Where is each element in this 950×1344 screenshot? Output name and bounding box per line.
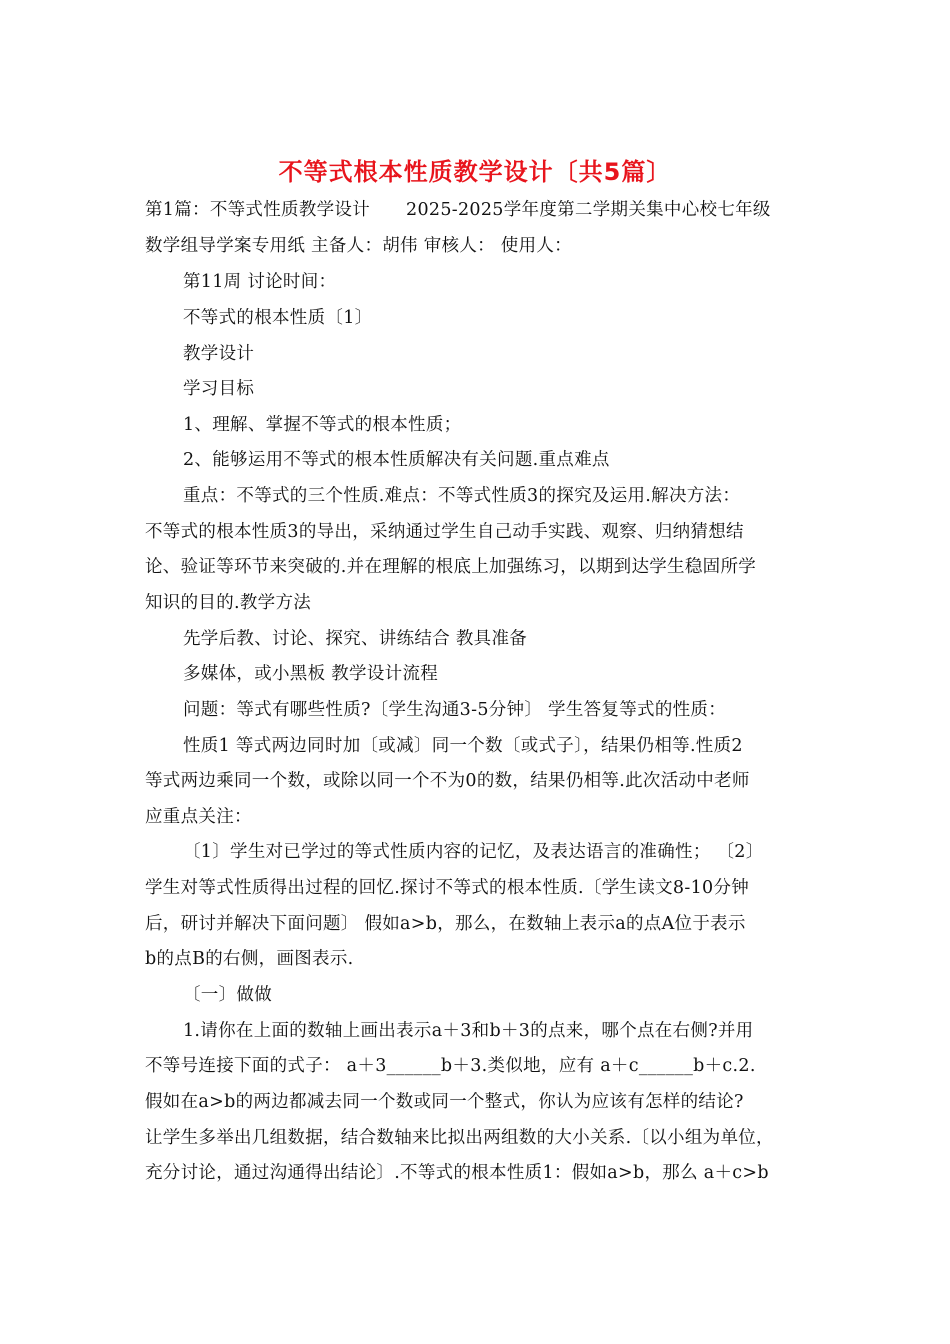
text-line: 先学后教、讨论、探究、讲练结合 教具准备 xyxy=(183,629,528,649)
text-line: 1.请你在上面的数轴上画出表示a＋3和b＋3的点来，哪个点在右侧?并用 xyxy=(183,1021,754,1041)
text-line: 不等式的根本性质3的导出，采纳通过学生自己动手实践、观察、归纳猜想结 xyxy=(145,522,744,542)
line-part-left: 第1篇：不等式性质教学设计 xyxy=(145,200,371,220)
text-line: 数学组导学案专用纸 主备人：胡伟 审核人： 使用人： xyxy=(145,236,572,256)
text-line: 后，研讨并解决下面问题〕 假如a>b，那么，在数轴上表示a的点A位于表示 xyxy=(145,914,746,934)
text-line: 不等式的根本性质〔1〕 xyxy=(183,308,373,328)
text-line: 假如在a>b的两边都减去同一个数或同一个整式，你认为应该有怎样的结论? xyxy=(145,1092,744,1112)
text-line: 1、理解、掌握不等式的根本性质； xyxy=(183,415,462,435)
text-line xyxy=(145,198,771,222)
text-line: 充分讨论，通过沟通得出结论〕.不等式的根本性质1：假如a>b，那么 a＋c>b xyxy=(145,1163,769,1183)
text-line: 〔一〕做做 xyxy=(183,985,272,1005)
text-line: 2、能够运用不等式的根本性质解决有关问题.重点难点 xyxy=(183,450,610,470)
text-line: 教学设计 xyxy=(183,344,255,364)
text-line: 学生对等式性质得出过程的回忆.探讨不等式的根本性质.〔学生读文8-10分钟 xyxy=(145,878,750,898)
text-line: 等式两边乘同一个数，或除以同一个不为0的数，结果仍相等.此次活动中老师 xyxy=(145,771,750,791)
text-line: b的点B的右侧，画图表示. xyxy=(145,949,354,969)
text-line: 性质1 等式两边同时加〔或减〕同一个数〔或式子〕，结果仍相等.性质2 xyxy=(183,736,743,756)
line-part-right: 2025-2025学年度第二学期关集中心校七年级 xyxy=(406,200,771,220)
text-line: 不等号连接下面的式子： a＋3______b＋3.类似地，应有 a＋c______b＋c.2. xyxy=(145,1056,756,1076)
text-line: 多媒体，或小黑板 教学设计流程 xyxy=(183,664,439,684)
text-line: 学习目标 xyxy=(183,379,255,399)
document-title: 不等式根本性质教学设计〔共5篇〕 xyxy=(278,158,672,186)
text-line: 让学生多举出几组数据，结合数轴来比拟出两组数的大小关系.〔以小组为单位， xyxy=(145,1128,774,1148)
text-line: 〔1〕学生对已学过的等式性质内容的记忆，及表达语言的准确性； 〔2〕 xyxy=(183,842,764,862)
text-line: 重点：不等式的三个性质.难点：不等式性质3的探究及运用.解决方法： xyxy=(183,486,741,506)
text-line: 问题：等式有哪些性质?〔学生沟通3-5分钟〕 学生答复等式的性质： xyxy=(183,700,727,720)
text-line: 第11周 讨论时间： xyxy=(183,272,337,292)
text-line: 知识的目的.教学方法 xyxy=(145,593,312,613)
text-line: 论、验证等环节来突破的.并在理解的根底上加强练习，以期到达学生稳固所学 xyxy=(145,557,757,577)
text-line: 应重点关注： xyxy=(145,807,252,827)
